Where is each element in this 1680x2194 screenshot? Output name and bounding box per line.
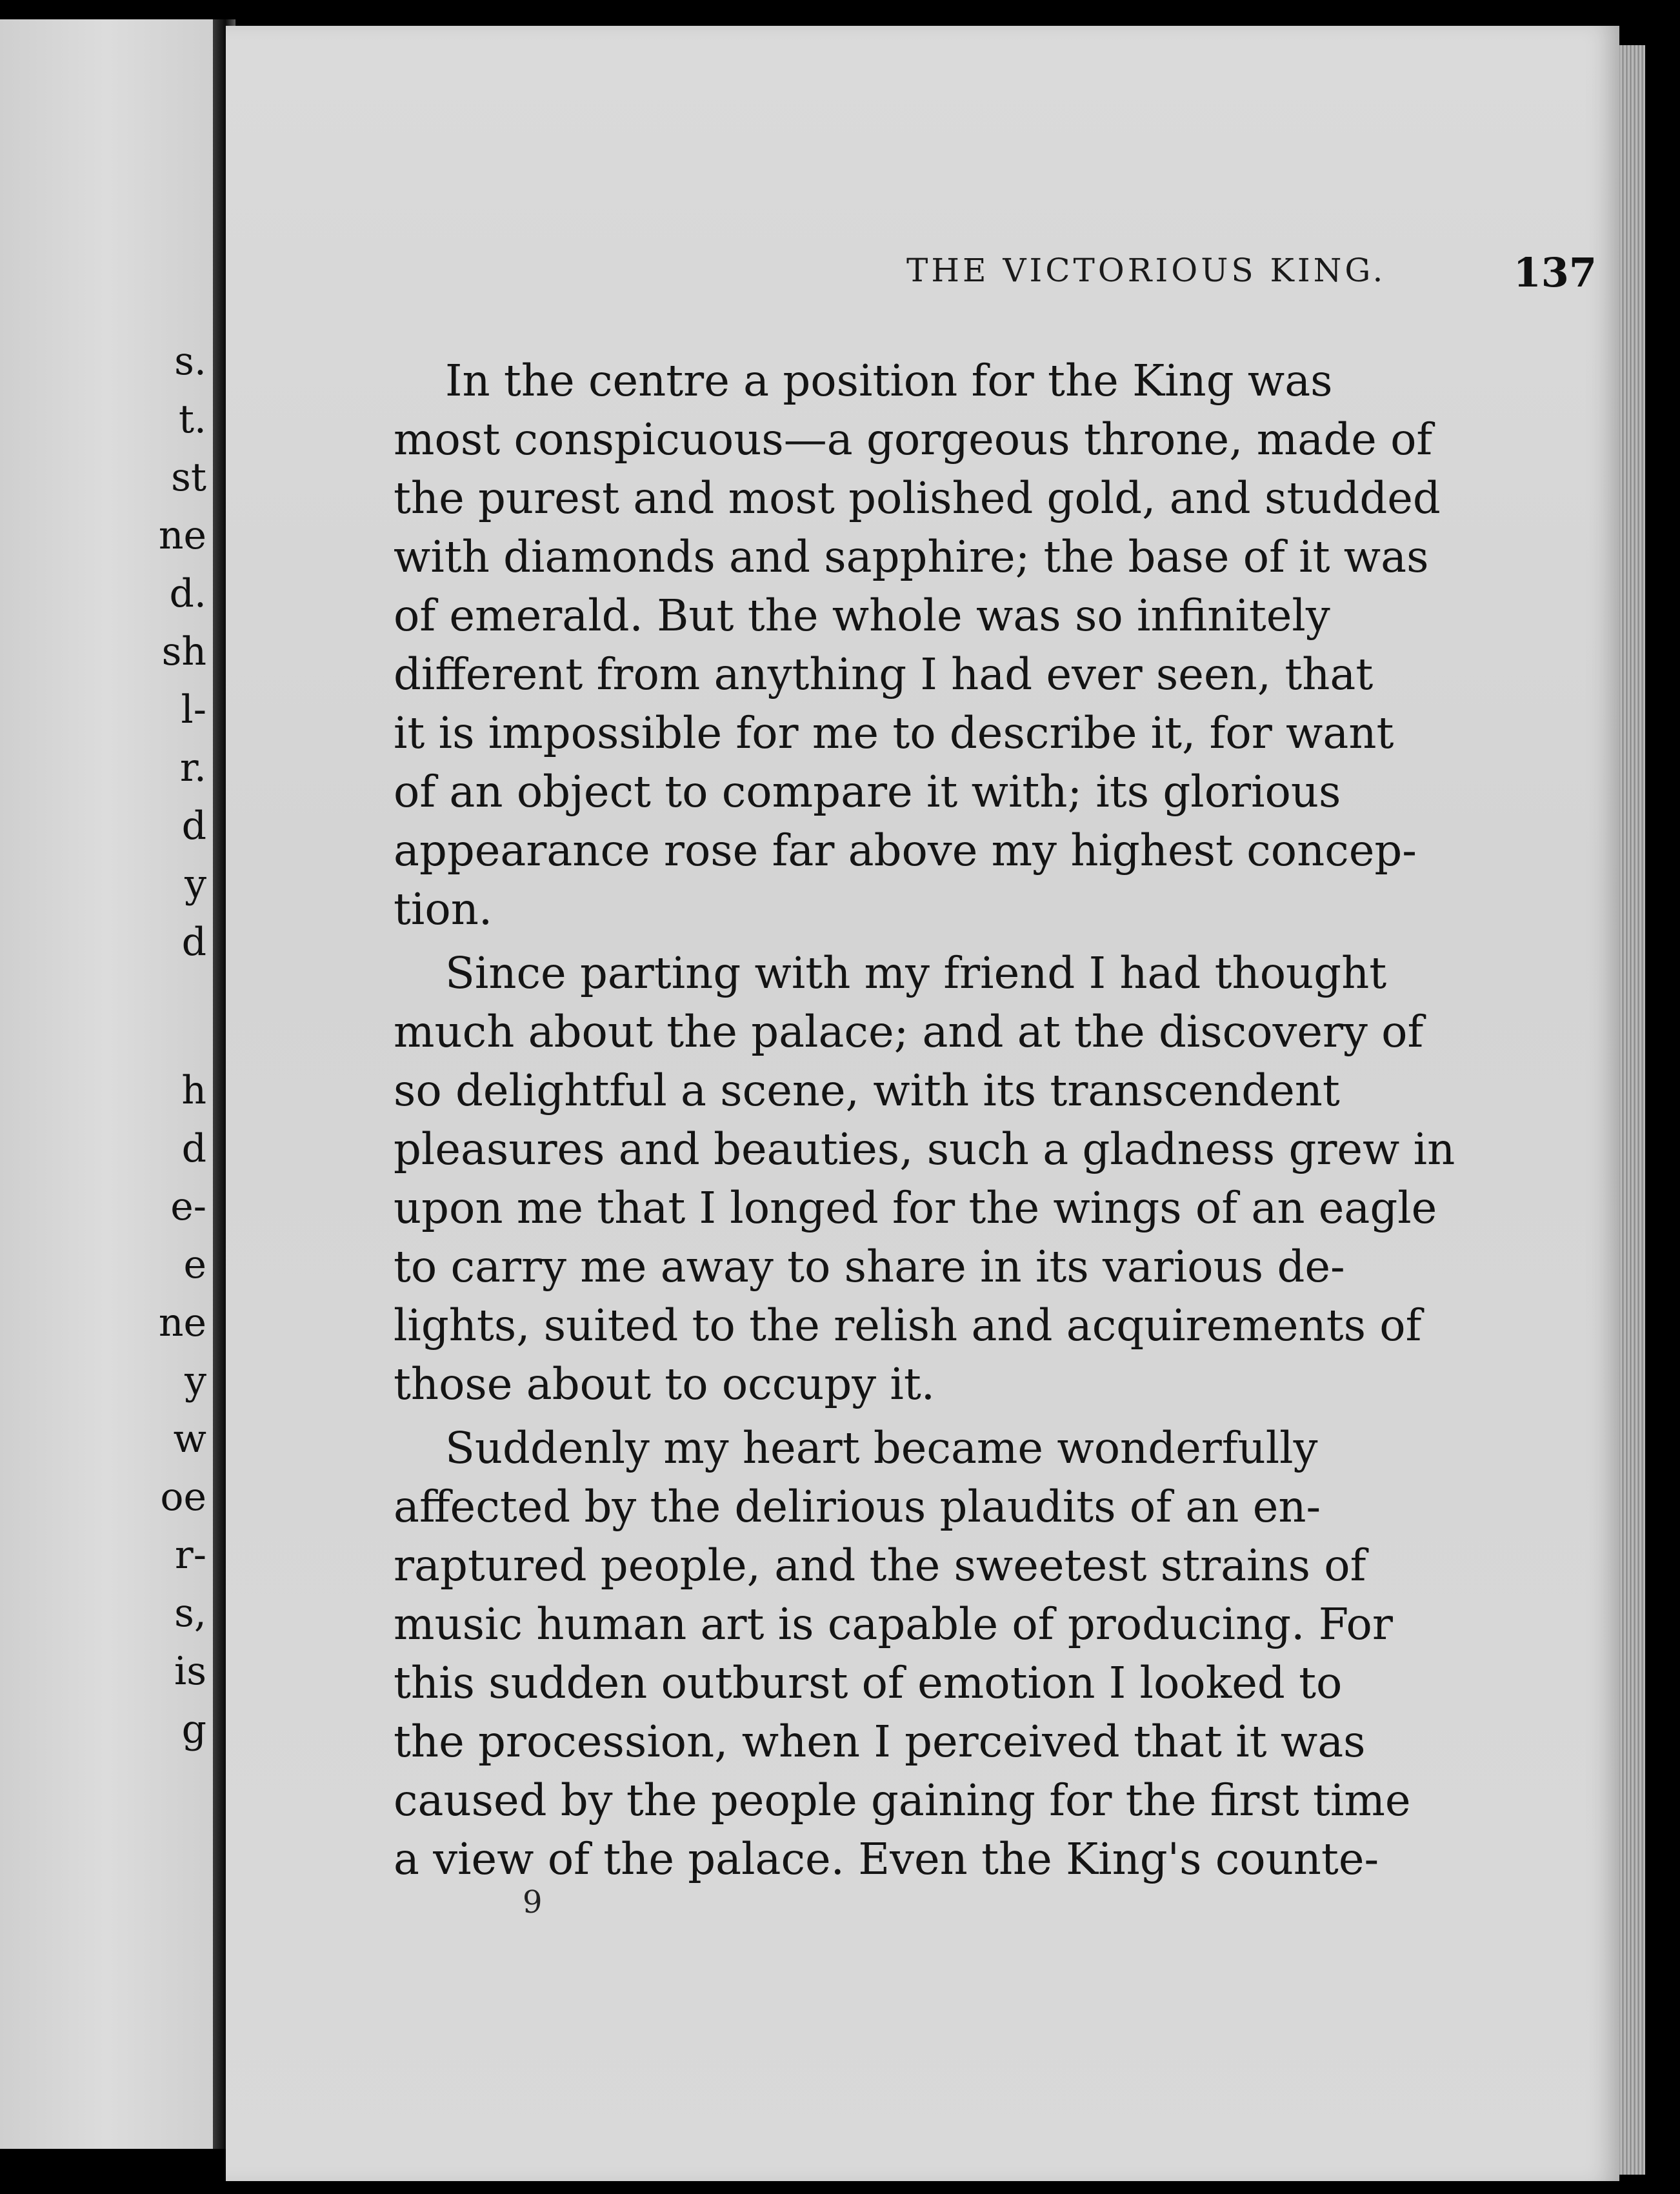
margin-fragment: w: [173, 1416, 206, 1462]
page-number: 137: [1513, 249, 1597, 296]
previous-page: [0, 19, 213, 2149]
margin-fragment: e: [183, 1242, 206, 1287]
page-header: [394, 249, 1597, 316]
text-line: most conspicuous—a gorgeous throne, made of: [394, 414, 1433, 465]
margin-fragment: d: [181, 803, 206, 849]
text-line: tion.: [394, 884, 493, 934]
text-line: those about to occupy it.: [394, 1359, 935, 1409]
text-line: much about the palace; and at the discovery of: [394, 1007, 1424, 1057]
paragraph: [394, 944, 1639, 1414]
margin-fragment: s,: [174, 1591, 206, 1636]
margin-fragment: g: [181, 1707, 206, 1752]
text-line: a view of the palace. Even the King's counte-: [394, 1834, 1379, 1884]
paragraph: [394, 352, 1639, 939]
text-line: so delightful a scene, with its transcendent: [394, 1065, 1340, 1116]
margin-fragment: y: [185, 1358, 206, 1404]
margin-fragment: e-: [170, 1184, 206, 1229]
margin-fragment: st: [171, 455, 206, 500]
margin-fragment: s.: [174, 339, 206, 384]
margin-fragment: y: [185, 861, 206, 907]
text-line: the procession, when I perceived that it was: [394, 1716, 1366, 1767]
margin-fragment: is: [174, 1649, 206, 1694]
paragraph-gap: [394, 939, 1639, 944]
running-title: THE VICTORIOUS KING.: [906, 252, 1386, 289]
text-line: to carry me away to share in its various de-: [394, 1242, 1345, 1292]
margin-fragment: ne: [158, 1300, 206, 1345]
margin-fragment: d: [181, 1126, 206, 1171]
margin-fragment: l-: [181, 687, 206, 732]
text-line: different from anything I had ever seen, that: [394, 649, 1374, 699]
paragraph: [394, 1419, 1639, 1889]
text-line: of an object to compare it with; its glorious: [394, 767, 1341, 817]
paragraph-gap: [394, 1414, 1639, 1419]
text-line: affected by the delirious plaudits of an en-: [394, 1482, 1321, 1532]
text-line: Since parting with my friend I had thought: [445, 948, 1387, 998]
margin-fragment: d: [181, 920, 206, 965]
page-edges: [1619, 45, 1645, 2175]
text-line: Suddenly my heart became wonderfully: [445, 1423, 1318, 1473]
text-line: caused by the people gaining for the first time: [394, 1775, 1411, 1826]
text-line: pleasures and beauties, such a gladness grew in: [394, 1124, 1455, 1174]
text-line: of emerald. But the whole was so infinitely: [394, 590, 1330, 641]
margin-fragment: h: [181, 1068, 206, 1113]
signature-mark: 9: [523, 1884, 543, 1920]
text-line: with diamonds and sapphire; the base of it was: [394, 532, 1429, 582]
margin-fragment: oe: [160, 1474, 206, 1520]
text-line: lights, suited to the relish and acquirements of: [394, 1300, 1422, 1351]
text-line: raptured people, and the sweetest strains of: [394, 1540, 1366, 1591]
body-text: [394, 352, 1639, 1889]
text-line: upon me that I longed for the wings of an eagle: [394, 1183, 1437, 1233]
margin-fragment: d.: [169, 571, 206, 616]
text-line: this sudden outburst of emotion I looked to: [394, 1658, 1343, 1708]
text-line: music human art is capable of producing. For: [394, 1599, 1393, 1649]
text-line: it is impossible for me to describe it, for want: [394, 708, 1394, 758]
margin-fragment: ne: [158, 513, 206, 558]
text-line: the purest and most polished gold, and studded: [394, 473, 1441, 523]
margin-fragment: t.: [178, 397, 206, 442]
margin-fragment: sh: [161, 629, 206, 674]
margin-fragment: r-: [175, 1533, 206, 1578]
current-page: [226, 26, 1619, 2181]
text-line: In the centre a position for the King was: [445, 356, 1333, 406]
margin-fragment: r.: [179, 745, 206, 790]
text-line: appearance rose far above my highest concep-: [394, 825, 1417, 876]
